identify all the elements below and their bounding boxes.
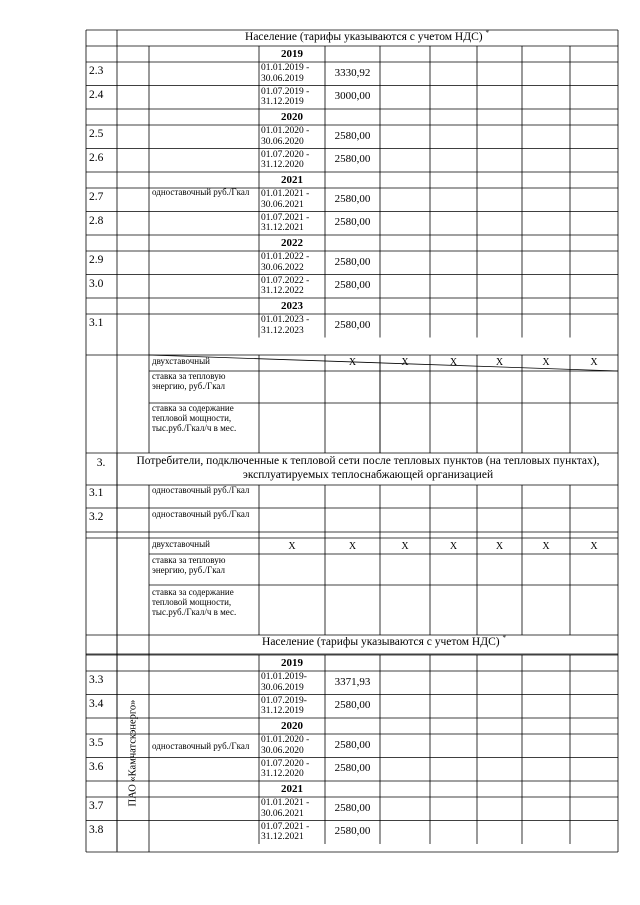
tariff-value: 2580,00 [334, 153, 371, 166]
row-number: 3.8 [89, 823, 104, 836]
year-heading: 2020 [281, 720, 303, 732]
two-rate-label: двухставочный [152, 356, 210, 366]
tariff-value: 2580,00 [334, 318, 371, 331]
period-cell: 01.01.2020 - 30.06.2020 [261, 126, 310, 147]
row-number: 2.9 [89, 254, 104, 266]
x-mark: X [590, 357, 598, 368]
tariff-value: 2580,00 [334, 825, 371, 838]
period-cell: 01.07.2021 - 31.12.2021 [261, 212, 310, 234]
organization-name: ПАО «Камчатскэнерго» [127, 699, 139, 806]
row-number: 3.1 [89, 487, 104, 499]
row-number: 2.5 [89, 128, 104, 140]
heat-energy-rate-label: ставка за тепловую энергию, руб./Гкал [152, 555, 226, 575]
section-3-title: Потребители, подключенные к тепловой сети после тепловых пунктов (на тепловых пунктах), эксплуатируемых теплоснабжающей организацией [136, 455, 600, 481]
row-number: 2.8 [89, 214, 104, 227]
tariff-value: 3330,92 [334, 66, 371, 79]
single-rate-label: одноставочный руб./Гкал [152, 187, 250, 197]
x-mark: X [449, 357, 458, 368]
single-rate-label: одноставочный руб./Гкал [152, 741, 250, 751]
year-heading: 2023 [281, 300, 303, 312]
row-number: 3.2 [89, 511, 104, 523]
period-cell: 01.07.2020 - 31.12.2020 [261, 758, 310, 780]
tariff-value: 2580,00 [334, 255, 371, 268]
tariff-value: 2580,00 [334, 279, 371, 292]
x-mark: X [495, 357, 504, 368]
period-cell: 01.01.2021 - 30.06.2021 [261, 798, 310, 819]
row-number: 3.4 [89, 697, 104, 710]
row-number: 2.4 [89, 88, 104, 101]
row-number: 3.0 [89, 277, 104, 290]
period-cell: 01.01.2019 - 30.06.2019 [261, 63, 310, 84]
x-mark: X [348, 541, 357, 552]
year-heading: 2019 [281, 657, 303, 669]
period-cell: 01.01.2019- 30.06.2019 [261, 672, 307, 693]
capacity-rate-label: ставка за содержание тепловой мощности, тыс.руб./Гкал/ч в мес. [152, 587, 237, 617]
row-number: 2.6 [89, 151, 104, 164]
x-mark: X [542, 541, 550, 552]
tariff-value: 3371,93 [334, 675, 371, 688]
tariff-value: 2580,00 [334, 192, 371, 205]
section-3-number: 3. [96, 457, 106, 469]
population-header-top: Население (тарифы указываются с учетом НДС) * [245, 30, 489, 43]
row-number: 2.7 [89, 191, 104, 203]
period-cell: 01.01.2020 - 30.06.2020 [261, 735, 310, 756]
capacity-rate-label: ставка за содержание тепловой мощности, тыс.руб./Гкал/ч в мес. [152, 403, 237, 433]
tariff-value: 3000,00 [334, 90, 371, 103]
period-cell: 01.07.2020 - 31.12.2020 [261, 149, 310, 171]
x-mark: X [401, 541, 409, 552]
x-mark: X [590, 541, 598, 552]
period-cell: 01.07.2022 - 31.12.2022 [261, 275, 310, 297]
year-heading: 2021 [281, 174, 303, 186]
period-cell: 01.01.2022 - 30.06.2022 [261, 252, 310, 273]
row-number: 3.6 [89, 760, 104, 773]
x-mark: X [401, 357, 409, 368]
tariff-value: 2580,00 [334, 762, 371, 775]
tariff-value: 2580,00 [334, 738, 371, 751]
row-number: 3.1 [89, 317, 104, 329]
year-heading: 2019 [281, 48, 303, 60]
row-number: 2.3 [89, 65, 104, 77]
tariff-value: 2580,00 [334, 801, 371, 814]
row-number: 3.3 [89, 674, 104, 686]
period-cell: 01.01.2021 - 30.06.2021 [261, 189, 310, 210]
x-mark: X [348, 357, 357, 368]
period-cell: 01.01.2023 - 31.12.2023 [261, 315, 310, 336]
year-heading: 2021 [281, 783, 303, 795]
two-rate-label: двухставочный [152, 539, 210, 549]
year-heading: 2020 [281, 111, 303, 123]
tariff-value: 2580,00 [334, 129, 371, 142]
year-heading: 2022 [281, 237, 303, 249]
tariff-value: 2580,00 [334, 216, 371, 229]
x-mark: X [449, 541, 458, 552]
row-number: 3.7 [89, 800, 104, 812]
period-cell: 01.07.2019- 31.12.2019 [261, 695, 307, 717]
population-header-bottom: Население (тарифы указываются с учетом НДС) * [262, 635, 506, 648]
tariff-value: 2580,00 [334, 699, 371, 712]
period-cell: 01.07.2019 - 31.12.2019 [261, 86, 310, 108]
heat-energy-rate-label: ставка за тепловую энергию, руб./Гкал [152, 371, 226, 391]
period-cell: 01.07.2021 - 31.12.2021 [261, 821, 310, 843]
single-rate-label: одноставочный руб./Гкал [152, 509, 250, 519]
row-number: 3.5 [89, 737, 104, 749]
x-mark: X [288, 541, 296, 552]
x-mark: X [495, 541, 504, 552]
single-rate-label: одноставочный руб./Гкал [152, 485, 250, 495]
x-mark: X [542, 357, 550, 368]
